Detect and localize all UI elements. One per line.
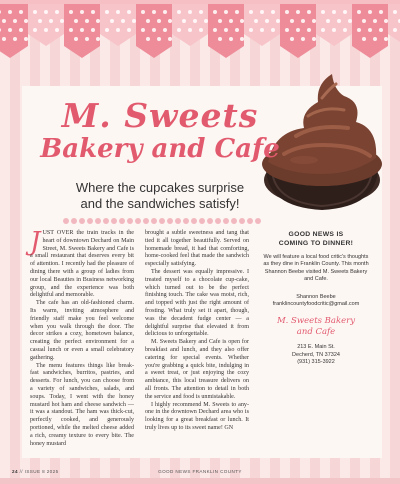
scallop-dot [143,218,149,224]
scallop-dot [191,218,197,224]
scallop-dot [255,218,261,224]
polka-dot [121,19,125,23]
polka-dot [312,37,316,41]
scallop-divider [62,218,262,224]
scallop-dot [159,218,165,224]
polka-dot [8,10,12,14]
polka-dot [193,19,197,23]
polka-dot [213,28,217,32]
polka-dot [393,28,397,32]
polka-dot [276,19,280,23]
polka-dot [240,37,244,41]
polka-dot [74,37,78,41]
polka-dot [141,10,145,14]
polka-dot [393,10,397,14]
polka-dot [312,19,316,23]
polka-dot [132,19,136,23]
page-title-secondary: Bakery and Cafe [40,134,280,164]
article-paragraph: JUST OVER the train tracks in the heart of downtown Dechard on Main Street, M. Sweets Bakery and Cafe is a small restaurant that deserves every bit of attention. I recently had the pleasure of dining there with a group of ladies from our local Beauties in Business networking group, and the experience was both delightful and memorable. [30,227,134,299]
polka-dot [96,37,100,41]
polka-dot [348,19,352,23]
scallop-dot [239,218,245,224]
polka-dot [265,19,269,23]
business-name: M. Sweets Bakery and Cafe [276,316,356,338]
subtitle-line: and the sandwiches satisfy! [80,196,240,211]
polka-dot [177,10,181,14]
polka-dot [332,28,336,32]
polka-dot [321,10,325,14]
polka-dot [116,28,120,32]
polka-dot [260,10,264,14]
polka-dot [2,37,6,41]
scallop-dot [183,218,189,224]
polka-dot [157,37,161,41]
polka-dot [199,10,203,14]
article-paragraph: The menu features things like break-fast sandwiches, burritos, pastries, and desserts. For lunch, you can choose from a variety of sandwiches, salads, and soups. Today, I went with the honey mustard hot ham and cheese sandwich — it was a standout. The ham was thick-cut, perfectly cooked, and generously portioned, while the melted cheese added a rich, creamy texture to every bite. The honey mustard [30,362,134,447]
polka-dot [188,28,192,32]
polka-dot [188,10,192,14]
polka-dot [44,28,48,32]
polka-dot [368,28,372,32]
polka-dot [19,28,23,32]
scallop-dot [135,218,141,224]
polka-dot [285,28,289,32]
polka-dot [249,10,253,14]
polka-dot [33,10,37,14]
polka-dot [384,19,388,23]
polka-dot [254,19,258,23]
polka-dot [229,19,233,23]
polka-dot [337,19,341,23]
polka-dot [91,10,95,14]
polka-dot [60,19,64,23]
scallop-dot [215,218,221,224]
footer-publication: GOOD NEWS FRANKLIN COUNTY [158,469,242,474]
polka-dot [24,37,28,41]
polka-dot [199,28,203,32]
polka-dot [301,19,305,23]
polka-dot [307,10,311,14]
scallop-dot [199,218,205,224]
polka-dot [55,10,59,14]
polka-dot [74,19,78,23]
polka-dot [249,28,253,32]
polka-dot [8,28,12,32]
polka-dot [146,37,150,41]
polka-dot [2,19,6,23]
polka-dot [362,19,366,23]
polka-dot [105,28,109,32]
polka-dot [182,19,186,23]
scallop-dot [167,218,173,224]
polka-dot [224,28,228,32]
critic-email: franklincountyfoodcritic@gmail.com [272,301,360,308]
pennant-flag [0,4,28,58]
polka-dot [362,37,366,41]
polka-dot [13,37,17,41]
scallop-dot [151,218,157,224]
scallop-dot [223,218,229,224]
polka-dot [141,28,145,32]
polka-dot [168,19,172,23]
polka-dot [218,37,222,41]
polka-dot [13,19,17,23]
polka-dot [235,28,239,32]
scallop-dot [87,218,93,224]
polka-dot [290,37,294,41]
article-paragraph: The dessert was equally impressive. I treated myself to a chocolate cup-cake, which turned out to be the perfect finishing touch. The cake was moist, rich, and topped with just the right amount of frosting. What truly set it apart, though, was the decadent fudge center — a delightful surprise that elevated it from delicious to unforgettable. [145,268,249,338]
polka-dot [260,28,264,32]
polka-dot [332,10,336,14]
scallop-dot [207,218,213,224]
polka-dot [379,28,383,32]
polka-dot [163,28,167,32]
scallop-dot [95,218,101,224]
polka-dot [240,19,244,23]
polka-dot [204,19,208,23]
scallop-dot [111,218,117,224]
polka-dot [373,19,377,23]
polka-dot [224,10,228,14]
business-phone: (931) 315-3922 [297,358,335,365]
critic-name: Shannon Beebe [296,293,336,300]
polka-dot [379,10,383,14]
polka-dot [271,10,275,14]
polka-dot [163,10,167,14]
polka-dot [326,19,330,23]
critic-contact [262,294,370,309]
bunting-banner [0,0,400,70]
polka-dot [49,19,53,23]
sidebar-description: We will feature a local food critic's thoughts as they dine in Franklin County. This month Shannon Beebe visited M. Sweets Bakery and Cafe. [263,254,369,283]
polka-dot [271,28,275,32]
scallop-dot [231,218,237,224]
article-column-2 [145,230,249,433]
polka-dot [218,19,222,23]
page-title: M. Sweets [61,96,259,135]
footer-issue: 24 // ISSUE 8 2025 [12,469,59,474]
polka-dot [357,10,361,14]
scallop-dot [247,218,253,224]
business-address: 213 E. Main St. Decherd, TN 37324 (931) 315-3922 [262,344,370,366]
scallop-dot [127,218,133,224]
scallop-dot [71,218,77,224]
article-paragraph: The cafe has an old-fashioned charm. Its warm, inviting atmosphere and friendly staff make you feel welcome when you walk through the door. The decor strikes a cozy, hometown balance, creating the perfect environment for a casual lunch or even a small celebratory gathering. [30,300,134,361]
polka-dot [168,37,172,41]
polka-dot [19,10,23,14]
polka-dot [69,28,73,32]
polka-dot [85,37,89,41]
polka-dot [152,10,156,14]
polka-dot [285,10,289,14]
polka-dot [152,28,156,32]
polka-dot [213,10,217,14]
polka-dot [80,10,84,14]
subtitle-line: Where the cupcakes surprise [75,180,245,195]
scallop-dot [119,218,125,224]
polka-dot [229,37,233,41]
scallop-dot [79,218,85,224]
polka-dot [96,19,100,23]
page-number: 24 [12,469,18,474]
polka-dot [235,10,239,14]
polka-dot [157,19,161,23]
polka-dot [301,37,305,41]
polka-dot [296,28,300,32]
polka-dot [177,28,181,32]
polka-dot [38,19,42,23]
polka-dot [91,28,95,32]
polka-dot [357,28,361,32]
polka-dot [343,28,347,32]
scallop-dot [63,218,69,224]
polka-dot [368,10,372,14]
polka-dot [146,19,150,23]
polka-dot [55,28,59,32]
article-paragraph: M. Sweets Bakery and Cafe is open for breakfast and lunch, and they also offer catering for special events. Whether you're grabbing a quick bite, indulging in a sweet treat, or just enjoying the cozy ambiance, this local treasure delivers on all fronts. The attention to detail in both the service and food is unmistakable. [145,339,249,400]
polka-dot [110,19,114,23]
polka-dot [290,19,294,23]
article-paragraph: brought a subtle sweetness and tang that tied it all together beautifully. Served on homemade bread, it had that comforting, home-cooked feel that made the sandwich especially satisfying. [145,230,249,268]
polka-dot [343,10,347,14]
polka-dot [105,10,109,14]
sidebar-heading: GOOD NEWS IS COMING TO DINNER! [278,231,354,247]
subtitle [40,180,280,212]
polka-dot [85,19,89,23]
polka-dot [69,10,73,14]
polka-dot [24,19,28,23]
polka-dot [44,10,48,14]
article-paragraph: I highly recommend M. Sweets to any-one in the downtown Dechard area who is looking for a great breakfast or lunch. It truly lives up to its sweet name! GN [145,401,249,431]
sidebar-box [262,230,370,366]
polka-dot [384,37,388,41]
scallop-dot [103,218,109,224]
dropcap: J [30,227,41,257]
polka-dot [33,28,37,32]
scallop-dot [175,218,181,224]
polka-dot [321,28,325,32]
polka-dot [307,28,311,32]
bottom-band [0,478,400,484]
polka-dot [127,28,131,32]
article-column-1 [30,227,134,448]
polka-dot [116,10,120,14]
polka-dot [373,37,377,41]
polka-dot [80,28,84,32]
polka-dot [127,10,131,14]
polka-dot [296,10,300,14]
